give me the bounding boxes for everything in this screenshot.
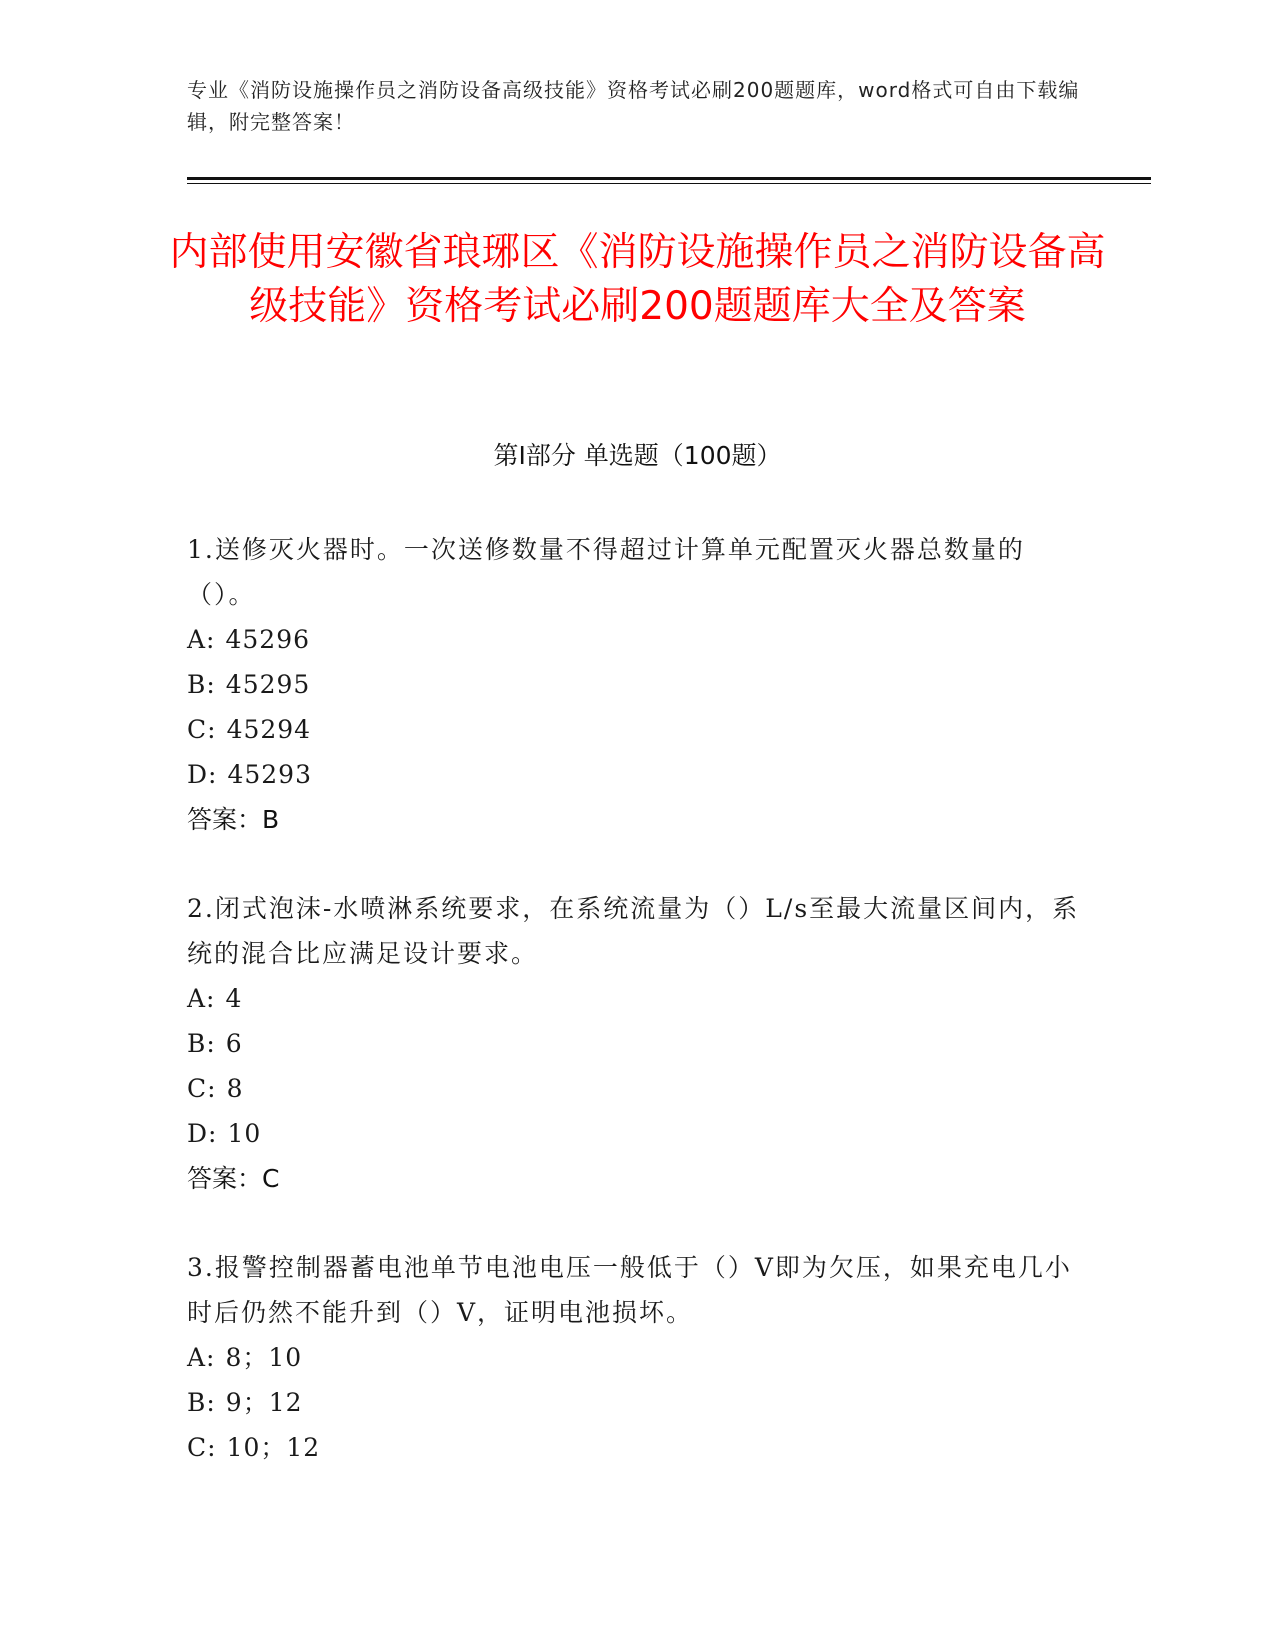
- question-item: [187, 886, 1087, 1201]
- option-d: [187, 752, 1087, 797]
- option-a: [187, 976, 1087, 1021]
- option-label: D:: [187, 1119, 218, 1148]
- option-c: [187, 707, 1087, 752]
- question-stem: 1.送修灭火器时。一次送修数量不得超过计算单元配置灭火器总数量的（）。: [187, 535, 1025, 609]
- option-d: [187, 1111, 1087, 1156]
- section-title: 第Ⅰ部分 单选题（100题）: [493, 441, 782, 470]
- option-b: [187, 1380, 1087, 1425]
- answer: 答案：B: [187, 805, 280, 834]
- option-value: 10: [227, 1119, 262, 1148]
- document-title: 内部使用安徽省琅琊区《消防设施操作员之消防设备高级技能》资格考试必刷200题题库大全及答案: [169, 230, 1106, 329]
- option-b: [187, 662, 1087, 707]
- option-label: B:: [187, 670, 216, 699]
- option-label: B:: [187, 1029, 216, 1058]
- option-c: [187, 1425, 1087, 1470]
- question-item: [187, 527, 1087, 842]
- header-note: 专业《消防设施操作员之消防设备高级技能》资格考试必刷200题题库，word格式可自由下载编辑，附完整答案！: [187, 78, 1080, 134]
- option-value: 6: [225, 1029, 243, 1058]
- option-label: B:: [187, 1388, 216, 1417]
- option-label: A:: [187, 984, 216, 1013]
- option-value: 10；12: [226, 1433, 321, 1462]
- option-value: 9；12: [225, 1388, 303, 1417]
- option-label: D:: [187, 760, 218, 789]
- question-item: [187, 1245, 1087, 1470]
- option-value: 4: [225, 984, 243, 1013]
- question-list: [187, 527, 1087, 1514]
- header-divider-thick: [187, 177, 1151, 180]
- option-c: [187, 1066, 1087, 1111]
- option-label: A:: [187, 1343, 216, 1372]
- header-divider-thin: [187, 183, 1151, 184]
- question-stem: 3.报警控制器蓄电池单节电池电压一般低于（）V即为欠压，如果充电几小时后仍然不能升到（）V，证明电池损坏。: [187, 1253, 1072, 1327]
- option-label: C:: [187, 1433, 217, 1462]
- answer: 答案：C: [187, 1164, 280, 1193]
- option-value: 45295: [225, 670, 311, 699]
- option-label: A:: [187, 625, 216, 654]
- option-value: 45293: [227, 760, 312, 789]
- option-value: 8；10: [225, 1343, 303, 1372]
- option-label: C:: [187, 1074, 217, 1103]
- option-b: [187, 1021, 1087, 1066]
- option-a: [187, 617, 1087, 662]
- option-a: [187, 1335, 1087, 1380]
- option-value: 8: [226, 1074, 244, 1103]
- option-label: C:: [187, 715, 217, 744]
- option-value: 45296: [225, 625, 311, 654]
- question-stem: 2.闭式泡沫-水喷淋系统要求，在系统流量为（）L/s至最大流量区间内，系统的混合比应满足设计要求。: [187, 894, 1080, 968]
- option-value: 45294: [226, 715, 312, 744]
